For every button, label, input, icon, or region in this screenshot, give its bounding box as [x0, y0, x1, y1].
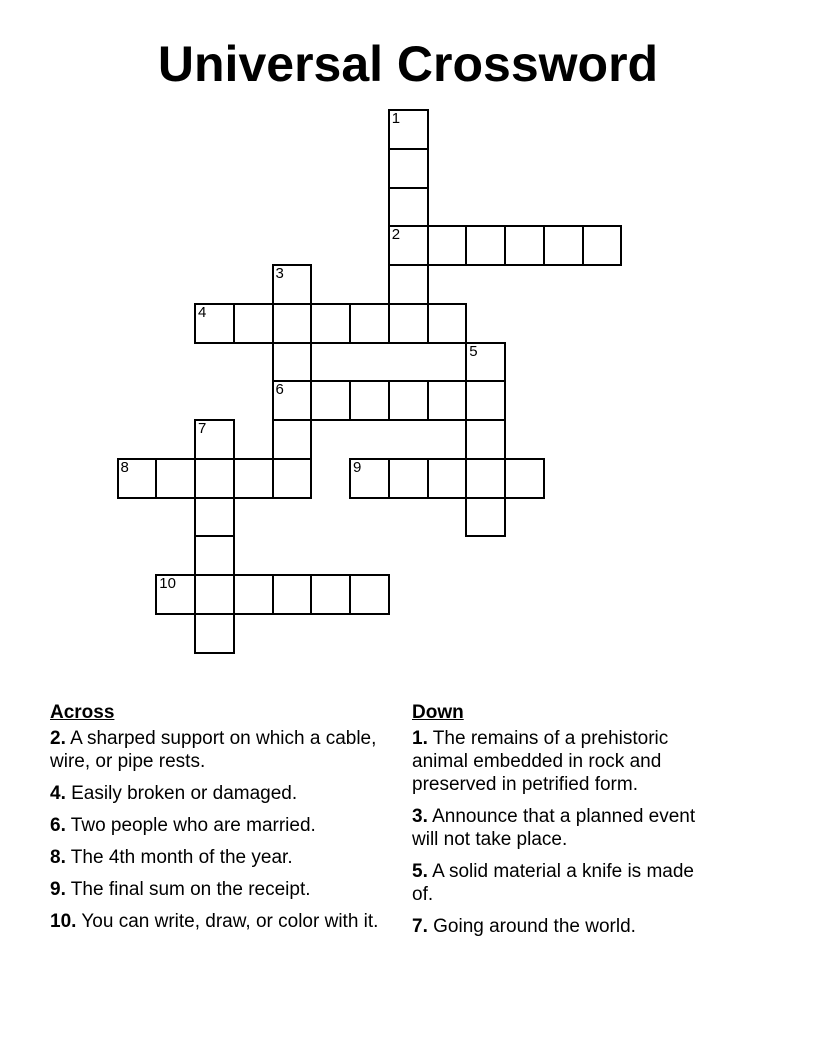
- clue-text: Announce that a planned event will not take place.: [412, 806, 696, 850]
- cell-number: 10: [159, 575, 176, 592]
- grid-cell[interactable]: [349, 574, 390, 615]
- clue-number: 1.: [412, 728, 428, 749]
- grid-cell[interactable]: [427, 225, 468, 266]
- clue-number: 10.: [50, 911, 77, 932]
- clue-item: [412, 727, 712, 796]
- grid-cell[interactable]: [194, 535, 235, 576]
- cell-number: 4: [198, 303, 207, 321]
- clue-text: Easily broken or damaged.: [65, 783, 298, 804]
- cell-number: 1: [391, 110, 401, 127]
- clue-item: [50, 846, 394, 869]
- grid-cell[interactable]: [388, 380, 429, 421]
- cell-number: 2: [391, 226, 401, 244]
- cell-number: 8: [120, 458, 129, 476]
- down-clues-section: [412, 701, 712, 947]
- clue-text: A solid material a knife is made of.: [412, 861, 694, 905]
- grid-cell[interactable]: [504, 458, 545, 499]
- grid-cell[interactable]: [194, 574, 235, 615]
- grid-cell[interactable]: [388, 148, 429, 189]
- grid-cell[interactable]: [272, 574, 313, 615]
- cell-number: 3: [275, 265, 284, 282]
- clue-number: 8.: [50, 847, 66, 868]
- grid-cell[interactable]: [349, 380, 390, 421]
- clue-item: [50, 727, 394, 773]
- clue-number: 2.: [50, 728, 66, 749]
- grid-cell[interactable]: [310, 303, 351, 344]
- across-heading: Across: [50, 702, 115, 723]
- clue-text: The remains of a prehistoric animal embedded in rock and preserved in petrified form.: [412, 728, 669, 795]
- clue-text: You can write, draw, or color with it.: [76, 911, 379, 932]
- grid-cell[interactable]: [272, 419, 313, 460]
- grid-cell[interactable]: [272, 380, 313, 421]
- grid-cell[interactable]: [310, 380, 351, 421]
- grid-cell[interactable]: [233, 458, 274, 499]
- grid-cell[interactable]: [465, 497, 506, 538]
- cell-number: 6: [275, 381, 284, 399]
- grid-cell[interactable]: [388, 264, 429, 305]
- grid-cell[interactable]: [388, 225, 429, 266]
- grid-cell[interactable]: [233, 303, 274, 344]
- grid-cell[interactable]: [465, 380, 506, 421]
- grid-cell[interactable]: [194, 303, 235, 344]
- clue-item: [412, 805, 712, 851]
- grid-cell[interactable]: [194, 419, 235, 460]
- grid-cell[interactable]: [194, 458, 235, 499]
- clue-number: 5.: [412, 861, 428, 882]
- grid-cell[interactable]: [427, 380, 468, 421]
- clue-text: The final sum on the receipt.: [65, 879, 311, 900]
- clue-number: 4.: [50, 783, 66, 804]
- grid-cell[interactable]: [155, 574, 196, 615]
- grid-cell[interactable]: [310, 574, 351, 615]
- grid-cell[interactable]: [233, 574, 274, 615]
- down-clue-list: [412, 727, 712, 938]
- grid-cell[interactable]: [272, 264, 313, 305]
- cell-number: 7: [198, 420, 207, 437]
- grid-cell[interactable]: [582, 225, 623, 266]
- cell-number: 5: [469, 342, 478, 360]
- grid-cell[interactable]: [465, 342, 506, 383]
- clue-item: [50, 910, 394, 933]
- clue-number: 7.: [412, 916, 428, 937]
- grid-cell[interactable]: [272, 342, 313, 383]
- grid-cell[interactable]: [272, 458, 313, 499]
- across-clue-list: [50, 727, 394, 933]
- clue-item: [50, 878, 394, 901]
- down-heading: Down: [412, 702, 464, 723]
- page-title: Universal Crossword: [157, 36, 659, 92]
- grid-cell[interactable]: [504, 225, 545, 266]
- grid-cell[interactable]: [117, 458, 158, 499]
- clue-item: [412, 860, 712, 906]
- grid-cell[interactable]: [388, 303, 429, 344]
- grid-cell[interactable]: [543, 225, 584, 266]
- grid-cell[interactable]: [465, 419, 506, 460]
- grid-cell[interactable]: [427, 458, 468, 499]
- clue-number: 3.: [412, 806, 428, 827]
- grid-cell[interactable]: [194, 497, 235, 538]
- clue-text: The 4th month of the year.: [65, 847, 293, 868]
- grid-cell[interactable]: [465, 225, 506, 266]
- clue-item: [412, 915, 712, 938]
- grid-cell[interactable]: [388, 458, 429, 499]
- grid-cell[interactable]: [388, 109, 429, 150]
- clue-text: Two people who are married.: [65, 815, 316, 836]
- grid-cell[interactable]: [465, 458, 506, 499]
- clue-item: [50, 782, 394, 805]
- grid-cell[interactable]: [349, 303, 390, 344]
- grid-cell[interactable]: [427, 303, 468, 344]
- cell-number: 9: [353, 458, 362, 476]
- clue-text: A sharped support on which a cable, wire, or pipe rests.: [50, 728, 377, 772]
- grid-cell[interactable]: [388, 187, 429, 228]
- grid-cell[interactable]: [272, 303, 313, 344]
- grid-cell[interactable]: [194, 613, 235, 654]
- clue-number: 9.: [50, 879, 66, 900]
- clue-text: Going around the world.: [427, 916, 636, 937]
- clue-number: 6.: [50, 815, 66, 836]
- clue-item: [50, 814, 394, 837]
- across-clues-section: [50, 701, 394, 942]
- grid-cell[interactable]: [155, 458, 196, 499]
- grid-cell[interactable]: [349, 458, 390, 499]
